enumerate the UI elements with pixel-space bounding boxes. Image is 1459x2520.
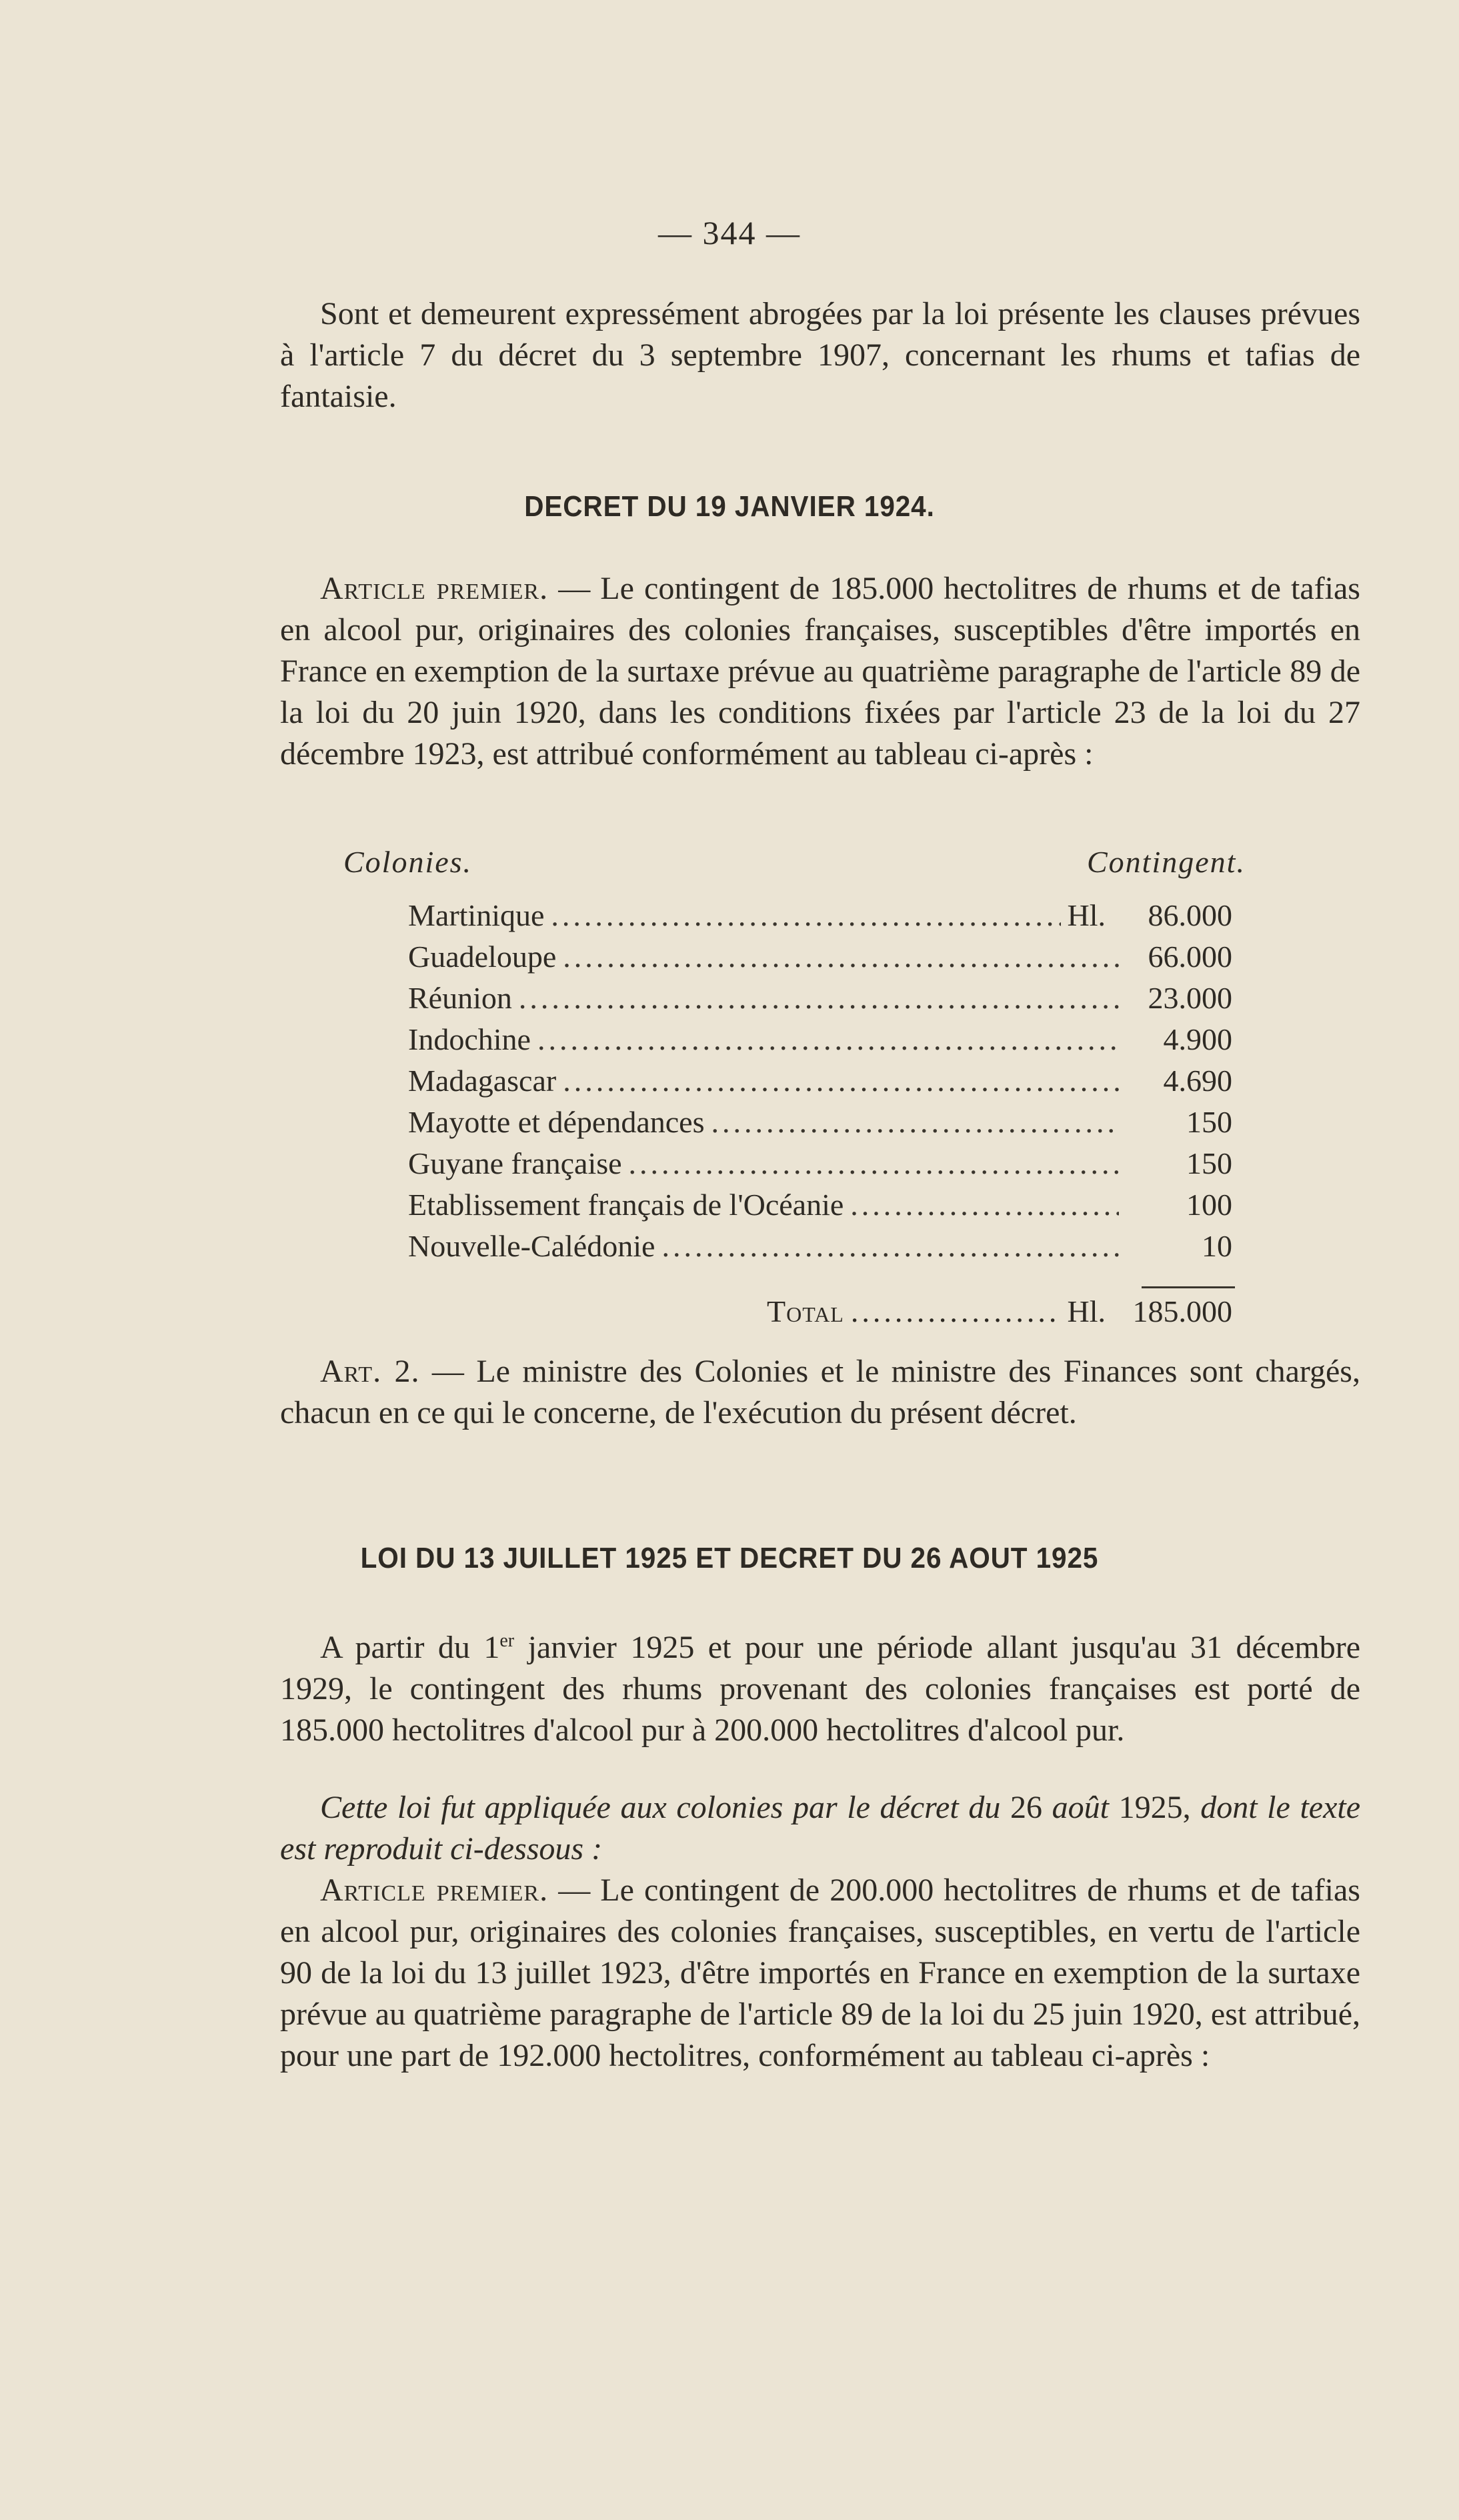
contingent-value: 86.000 bbox=[1148, 898, 1232, 932]
unit-label: Hl. bbox=[1067, 898, 1106, 932]
article-label: Article premier. bbox=[320, 1872, 549, 1908]
paragraph-text: janvier 1925 et pour une période allant jusqu'au 31 décembre 1929, le contingent des rhums provenant des colonies françaises est porté de 185.000 hectolitres d'alcool pur à 200.000 hectolitres d'alcool pur. bbox=[280, 1630, 1361, 1748]
contingent-value: 10 bbox=[1202, 1229, 1232, 1263]
italic-text: dont le texte est reproduit ci-dessous : bbox=[280, 1790, 1361, 1866]
table-row bbox=[408, 1022, 1232, 1063]
dot-leader bbox=[519, 980, 1119, 1016]
ordinal-superscript: er bbox=[499, 1630, 515, 1651]
colony-name: Indochine bbox=[408, 1022, 531, 1056]
table-row bbox=[408, 1187, 1232, 1228]
colony-name: Madagascar bbox=[408, 1064, 557, 1098]
decree-1924-article-1 bbox=[280, 568, 1360, 775]
paragraph-text: A partir du 1 bbox=[320, 1630, 500, 1665]
dot-leader bbox=[537, 1022, 1119, 1057]
dot-leader bbox=[850, 1187, 1119, 1222]
table-row bbox=[408, 939, 1232, 980]
law-1925-paragraph-2 bbox=[280, 1787, 1360, 1870]
article-text: — Le contingent de 185.000 hectolitres de rhums et de tafias en alcool pur, originaires des colonies françaises, susceptibles d'être importés en France en exemption de la surtaxe prévue au quatrième paragraphe de l'article 89 de la loi du 20 juin 1920, dans les conditions fixées par l'article 23 de la loi du 27 décembre 1923, est attribué conformément au tableau ci-après : bbox=[280, 571, 1360, 772]
colony-name: Guyane française bbox=[408, 1146, 622, 1180]
decree-1924-article-2 bbox=[280, 1351, 1360, 1434]
intro-paragraph-text: Sont et demeurent expressément abrogées par la loi présente les clauses prévues à l'article 7 du décret du 3 septembre 1907, concernant les rhums et tafias de fantaisie. bbox=[280, 296, 1360, 414]
date-text: 26 bbox=[1000, 1790, 1052, 1825]
contingent-value: 4.690 bbox=[1163, 1064, 1232, 1098]
law-1925-heading: LOI DU 13 JUILLET 1925 ET DECRET DU 26 AOUT 1925 bbox=[360, 1542, 1099, 1574]
contingent-value: 66.000 bbox=[1148, 940, 1232, 974]
total-value: 185.000 bbox=[1132, 1294, 1232, 1328]
law-1925-paragraph-1 bbox=[280, 1620, 1360, 1751]
colony-name: Mayotte et dépendances bbox=[408, 1105, 705, 1139]
dot-leader bbox=[629, 1146, 1119, 1181]
dot-leader bbox=[711, 1104, 1119, 1140]
decree-1925-article-1 bbox=[280, 1870, 1360, 2077]
total-row bbox=[767, 1294, 1232, 1335]
contingent-value: 23.000 bbox=[1148, 981, 1232, 1015]
article-text: — Le ministre des Colonies et le ministre des Finances sont chargés, chacun en ce qui le concerne, de l'exécution du présent décret. bbox=[280, 1354, 1360, 1430]
colony-name: Etablissement français de l'Océanie bbox=[408, 1188, 844, 1222]
total-label: Total bbox=[767, 1294, 844, 1328]
dot-leader bbox=[563, 1063, 1119, 1098]
italic-text: Cette loi fut appliquée aux colonies par le décret du bbox=[320, 1790, 1001, 1825]
article-label: Article premier. bbox=[320, 571, 549, 606]
table-row bbox=[408, 898, 1232, 939]
column-header-contingent: Contingent. bbox=[1087, 845, 1246, 879]
colony-name: Nouvelle-Calédonie bbox=[408, 1229, 655, 1263]
italic-text: août bbox=[1052, 1790, 1109, 1825]
contingent-value: 100 bbox=[1186, 1188, 1232, 1222]
dot-leader bbox=[661, 1228, 1119, 1264]
dot-leader bbox=[551, 898, 1060, 933]
contingent-value: 150 bbox=[1186, 1105, 1232, 1139]
colony-name: Guadeloupe bbox=[408, 940, 557, 974]
contingent-table bbox=[408, 898, 1232, 1270]
total-unit: Hl. bbox=[1067, 1294, 1106, 1328]
article-label: Art. 2. bbox=[320, 1354, 420, 1389]
year-text: 1925, bbox=[1108, 1790, 1201, 1825]
dot-leader bbox=[563, 939, 1119, 974]
colony-name: Réunion bbox=[408, 981, 512, 1015]
table-row bbox=[408, 1146, 1232, 1187]
contingent-value: 4.900 bbox=[1163, 1022, 1232, 1056]
article-text: — Le contingent de 200.000 hectolitres de rhums et de tafias en alcool pur, originaires des colonies françaises, susceptibles, en vertu de l'article 90 de la loi du 13 juillet 1923, d'être importés en France en exemption de la surtaxe prévue au quatrième paragraphe de l'article 89 de la loi du 25 juin 1920, est attribué, pour une part de 192.000 hectolitres, conformément au tableau ci-après : bbox=[280, 1872, 1360, 2073]
column-header-colonies: Colonies. bbox=[343, 845, 473, 879]
colony-name: Martinique bbox=[408, 898, 545, 932]
table-row bbox=[408, 1063, 1232, 1104]
contingent-value: 150 bbox=[1186, 1146, 1232, 1180]
page-number: — 344 — bbox=[658, 214, 801, 251]
table-row bbox=[408, 980, 1232, 1022]
decree-1924-heading: DECRET DU 19 JANVIER 1924. bbox=[524, 490, 935, 523]
total-divider bbox=[1142, 1286, 1235, 1288]
table-row bbox=[408, 1228, 1232, 1270]
dot-leader bbox=[851, 1294, 1061, 1329]
intro-paragraph bbox=[280, 293, 1360, 417]
table-row bbox=[408, 1104, 1232, 1146]
